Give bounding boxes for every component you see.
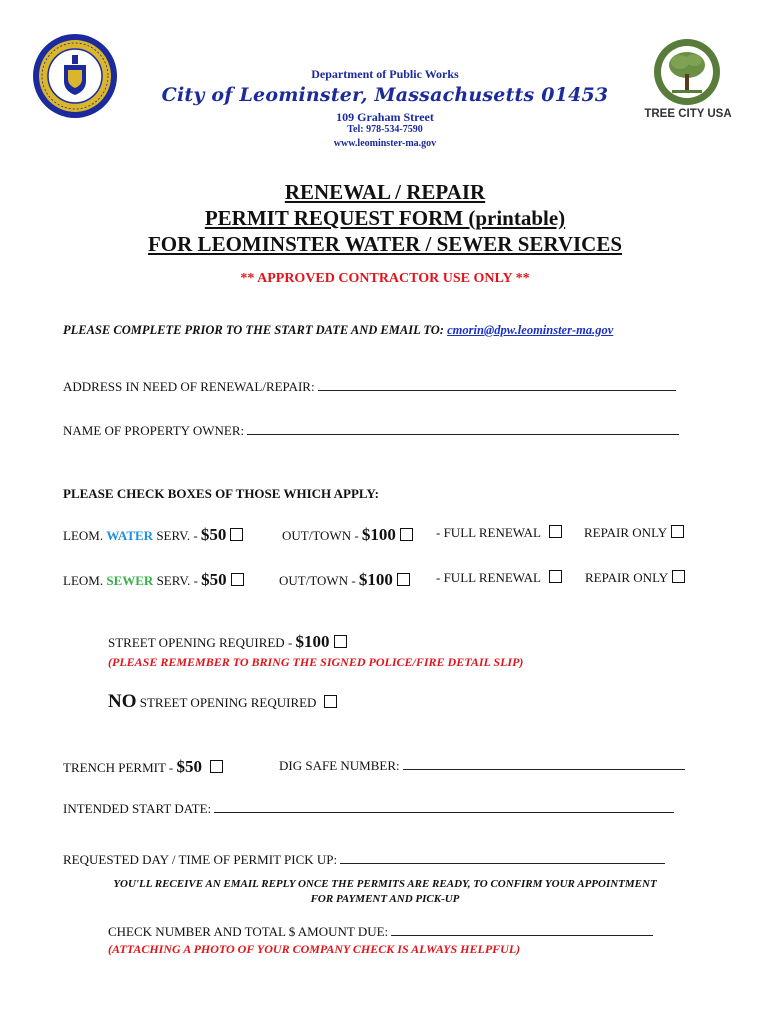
email-link[interactable]: cmorin@dpw.leominster-ma.gov: [447, 323, 614, 337]
check-photo-note: (ATTACHING A PHOTO OF YOUR COMPANY CHECK IS ALWAYS HELPFUL): [108, 942, 521, 956]
trench-permit-row: [63, 757, 223, 777]
dig-safe-label: DIG SAFE NUMBER:: [279, 758, 400, 773]
website: www.leominster-ma.gov: [333, 138, 437, 149]
owner-label: NAME OF PROPERTY OWNER:: [63, 423, 245, 438]
no-street-opening-checkbox[interactable]: [324, 695, 337, 708]
water-outtown: [282, 525, 413, 545]
sewer-repair-checkbox[interactable]: [672, 570, 685, 583]
telephone: Tel: 978-534-7590: [347, 124, 423, 135]
water-repair-checkbox[interactable]: [671, 525, 684, 538]
city-name: City of Leominster, Massachusetts 01453: [161, 84, 609, 106]
water-outtown-checkbox[interactable]: [400, 528, 413, 541]
water-repair-label: REPAIR ONLY: [584, 525, 668, 540]
police-fire-reminder: (PLEASE REMEMBER TO BRING THE SIGNED POLICE/FIRE DETAIL SLIP): [108, 655, 524, 669]
email-reply-line1: YOU'LL RECEIVE AN EMAIL REPLY ONCE THE PERMITS ARE READY, TO CONFIRM YOUR APPOINTMENT: [113, 878, 657, 890]
check-amount-input-line[interactable]: [391, 924, 653, 936]
street-opening-label: STREET OPENING REQUIRED -: [108, 635, 296, 650]
water-suffix: SERV. -: [153, 528, 201, 543]
dig-safe-input-line[interactable]: [403, 758, 685, 770]
water-outtown-label: OUT/TOWN -: [282, 528, 362, 543]
water-price: $50: [200, 525, 227, 544]
email-instruction: [63, 323, 613, 338]
check-amount-label: CHECK NUMBER AND TOTAL $ AMOUNT DUE:: [108, 924, 389, 939]
pickup-field[interactable]: [63, 852, 665, 868]
email-reply-notice: [0, 877, 770, 907]
sewer-outtown-checkbox[interactable]: [397, 573, 410, 586]
start-date-input-line[interactable]: [214, 801, 674, 813]
water-prefix: LEOM.: [63, 528, 107, 543]
form-title-line2: PERMIT REQUEST FORM (printable): [204, 206, 566, 230]
sewer-outtown-label: OUT/TOWN -: [279, 573, 359, 588]
water-full-renewal: [436, 525, 562, 541]
trench-label: TRENCH PERMIT -: [63, 760, 177, 775]
sewer-repair-only: [585, 570, 685, 586]
sewer-suffix: SERV. -: [153, 573, 202, 588]
sewer-outtown: [279, 570, 410, 590]
department-name: Department of Public Works: [311, 67, 459, 81]
no-street-label: STREET OPENING REQUIRED: [136, 695, 317, 710]
approved-contractor-notice: ** APPROVED CONTRACTOR USE ONLY **: [240, 271, 530, 286]
water-outtown-price: $100: [361, 525, 396, 544]
sewer-outtown-price: $100: [358, 570, 393, 589]
email-reply-line2: FOR PAYMENT AND PICK-UP: [310, 893, 460, 905]
tree-city-usa-label: TREE CITY USA: [644, 108, 732, 120]
checkboxes-heading: PLEASE CHECK BOXES OF THOSE WHICH APPLY:: [63, 486, 379, 501]
pickup-label: REQUESTED DAY / TIME OF PERMIT PICK UP:: [63, 852, 338, 867]
form-title-line1: RENEWAL / REPAIR: [284, 180, 486, 204]
form-title-line3: FOR LEOMINSTER WATER / SEWER SERVICES: [147, 232, 623, 256]
dig-safe-field[interactable]: [279, 758, 685, 774]
street-address: 109 Graham Street: [336, 110, 434, 124]
check-amount-field[interactable]: [108, 924, 653, 940]
address-field[interactable]: [63, 379, 676, 395]
no-street-opening-row: [108, 691, 337, 713]
sewer-full-renewal-checkbox[interactable]: [549, 570, 562, 583]
water-service-row: [63, 525, 243, 545]
sewer-service-row: [63, 570, 244, 590]
sewer-repair-label: REPAIR ONLY: [585, 570, 669, 585]
water-repair-only: [584, 525, 684, 541]
water-label: WATER: [106, 528, 154, 543]
trench-price: $50: [176, 757, 203, 776]
sewer-full-renewal: [436, 570, 562, 586]
sewer-full-label: - FULL RENEWAL: [436, 570, 541, 585]
water-full-label: - FULL RENEWAL: [436, 525, 541, 540]
address-input-line[interactable]: [318, 379, 676, 391]
water-leom-checkbox[interactable]: [230, 528, 243, 541]
sewer-leom-checkbox[interactable]: [231, 573, 244, 586]
email-instruction-text: PLEASE COMPLETE PRIOR TO THE START DATE AND EMAIL TO:: [63, 323, 448, 337]
pickup-input-line[interactable]: [340, 852, 665, 864]
sewer-label: SEWER: [106, 573, 154, 588]
no-label: NO: [108, 691, 137, 712]
sewer-price: $50: [201, 570, 227, 589]
street-opening-price: $100: [295, 632, 330, 651]
sewer-prefix: LEOM.: [63, 573, 107, 588]
street-opening-checkbox[interactable]: [334, 635, 347, 648]
owner-field[interactable]: [63, 423, 679, 439]
street-opening-row: [108, 632, 347, 652]
address-label: ADDRESS IN NEED OF RENEWAL/REPAIR:: [63, 379, 315, 394]
owner-input-line[interactable]: [247, 423, 679, 435]
trench-permit-checkbox[interactable]: [210, 760, 223, 773]
water-full-renewal-checkbox[interactable]: [549, 525, 562, 538]
start-date-label: INTENDED START DATE:: [63, 801, 212, 816]
start-date-field[interactable]: [63, 801, 674, 817]
